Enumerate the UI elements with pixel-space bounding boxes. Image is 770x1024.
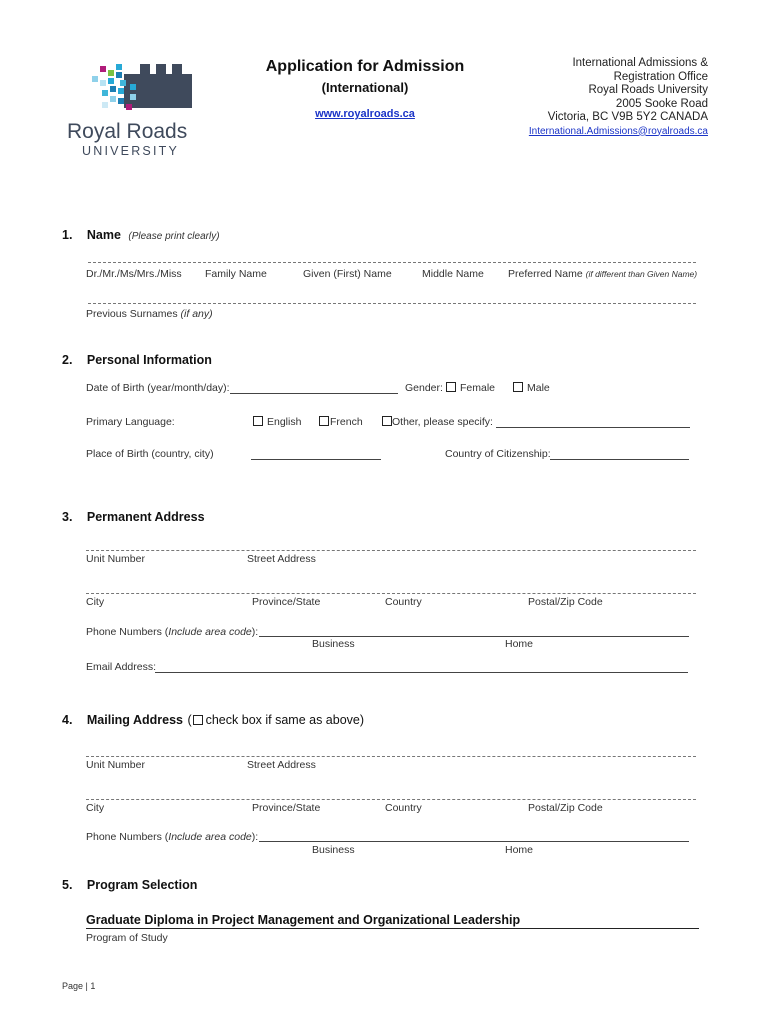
page-title: Application for Admission	[265, 58, 465, 75]
label-home: Home	[505, 638, 534, 650]
label-program-of-study: Program of Study	[86, 932, 168, 944]
male-checkbox[interactable]	[513, 382, 523, 392]
label-phone-numbers	[86, 831, 258, 843]
office-line-5: Victoria, BC V9B 5Y2 CANADA	[547, 111, 708, 123]
office-line-1: International Admissions &	[572, 57, 708, 69]
label-male: Male	[527, 382, 550, 394]
label-street-address: Street Address	[247, 553, 316, 565]
label-english: English	[267, 416, 302, 428]
office-line-3: Royal Roads University	[588, 84, 708, 96]
section-title: Personal Information	[86, 353, 212, 367]
section-title: Mailing Address	[86, 713, 183, 727]
section-number: 5.	[62, 878, 73, 892]
section-note: (Please print clearly)	[128, 231, 220, 242]
logo-name: Royal Roads	[67, 120, 188, 143]
section-4-heading	[62, 711, 364, 729]
label-postal-code: Postal/Zip Code	[528, 802, 603, 814]
french-checkbox[interactable]	[319, 416, 329, 426]
preferred-name-text: Preferred Name	[508, 268, 583, 280]
permanent-city-line[interactable]	[86, 593, 696, 594]
office-email-link[interactable]: International.Admissions@royalroads.ca	[528, 125, 708, 137]
section-5-heading	[62, 876, 197, 894]
label-given-name: Given (First) Name	[303, 268, 392, 280]
program-of-study-field[interactable]	[86, 928, 699, 929]
office-line-2: Registration Office	[613, 70, 708, 83]
label-place-of-birth: Place of Birth (country, city)	[86, 448, 214, 460]
mailing-city-line[interactable]	[86, 799, 696, 800]
label-unit-number: Unit Number	[86, 553, 145, 565]
section-number: 1.	[62, 228, 73, 242]
mailing-street-line[interactable]	[86, 756, 696, 757]
label-gender: Gender:	[405, 382, 443, 394]
page-number: Page | 1	[62, 981, 96, 991]
label-email-address: Email Address:	[86, 661, 157, 673]
logo-university: UNIVERSITY	[82, 144, 180, 158]
section-note-open: (	[187, 713, 192, 727]
label-family-name: Family Name	[205, 268, 267, 280]
place-of-birth-field[interactable]	[251, 459, 381, 460]
permanent-phone-field[interactable]	[259, 636, 689, 637]
other-language-field[interactable]	[496, 427, 690, 428]
label-unit-number: Unit Number	[86, 759, 145, 771]
label-preferred-name	[508, 268, 697, 280]
email-address-field[interactable]	[155, 672, 688, 673]
same-as-above-checkbox[interactable]	[193, 715, 203, 725]
label-business: Business	[312, 638, 355, 650]
label-business: Business	[312, 844, 355, 856]
label-citizenship: Country of Citizenship:	[445, 448, 551, 460]
label-city: City	[86, 596, 105, 608]
label-other-language: Other, please specify:	[392, 416, 493, 428]
label-date-of-birth: Date of Birth (year/month/day):	[86, 382, 230, 394]
label-middle-name: Middle Name	[422, 268, 484, 280]
website-link[interactable]: www.royalroads.ca	[315, 108, 415, 120]
label-country: Country	[385, 802, 422, 814]
label-city: City	[86, 802, 105, 814]
section-title: Program Selection	[86, 878, 198, 892]
label-title: Dr./Mr./Ms/Mrs./Miss	[86, 268, 182, 280]
label-street-address: Street Address	[247, 759, 316, 771]
phone-label-note: Include area code	[168, 626, 252, 638]
english-checkbox[interactable]	[253, 416, 263, 426]
previous-surnames-note: (if any)	[180, 308, 213, 320]
other-language-checkbox[interactable]	[382, 416, 392, 426]
program-of-study-value: Graduate Diploma in Project Management and Organizational Leadership	[86, 913, 521, 927]
label-home: Home	[505, 844, 534, 856]
label-province: Province/State	[252, 596, 321, 608]
name-input-line[interactable]	[88, 262, 696, 263]
phone-label-end: ):	[251, 626, 259, 638]
previous-surnames-line[interactable]	[88, 303, 696, 304]
section-number: 2.	[62, 353, 73, 367]
section-3-heading	[62, 508, 205, 526]
label-province: Province/State	[252, 802, 321, 814]
page-subtitle: (International)	[321, 80, 409, 95]
label-previous-surnames	[86, 308, 213, 320]
section-number: 4.	[62, 713, 73, 727]
section-1-heading	[62, 226, 220, 244]
date-of-birth-field[interactable]	[230, 393, 398, 394]
preferred-name-note: (if different than Given Name)	[585, 269, 698, 279]
section-number: 3.	[62, 510, 73, 524]
label-country: Country	[385, 596, 422, 608]
previous-surnames-text: Previous Surnames	[86, 308, 178, 320]
phone-label-text: Phone Numbers (	[86, 626, 169, 638]
phone-label-note: Include area code	[168, 831, 252, 843]
office-address	[529, 57, 708, 138]
logo-mark-icon	[80, 58, 200, 120]
label-french: French	[330, 416, 363, 428]
section-title: Name	[86, 228, 121, 242]
logo	[64, 58, 204, 158]
label-postal-code: Postal/Zip Code	[528, 596, 603, 608]
section-2-heading	[62, 351, 212, 369]
citizenship-field[interactable]	[550, 459, 689, 460]
phone-label-text: Phone Numbers (	[86, 831, 169, 843]
female-checkbox[interactable]	[446, 382, 456, 392]
phone-label-end: ):	[251, 831, 259, 843]
mailing-phone-field[interactable]	[259, 841, 689, 842]
permanent-street-line[interactable]	[86, 550, 696, 551]
office-line-4: 2005 Sooke Road	[615, 97, 708, 110]
label-primary-language: Primary Language:	[86, 416, 175, 428]
section-note: check box if same as above)	[205, 713, 365, 727]
label-female: Female	[460, 382, 496, 394]
label-phone-numbers	[86, 626, 258, 638]
section-title: Permanent Address	[86, 510, 205, 524]
